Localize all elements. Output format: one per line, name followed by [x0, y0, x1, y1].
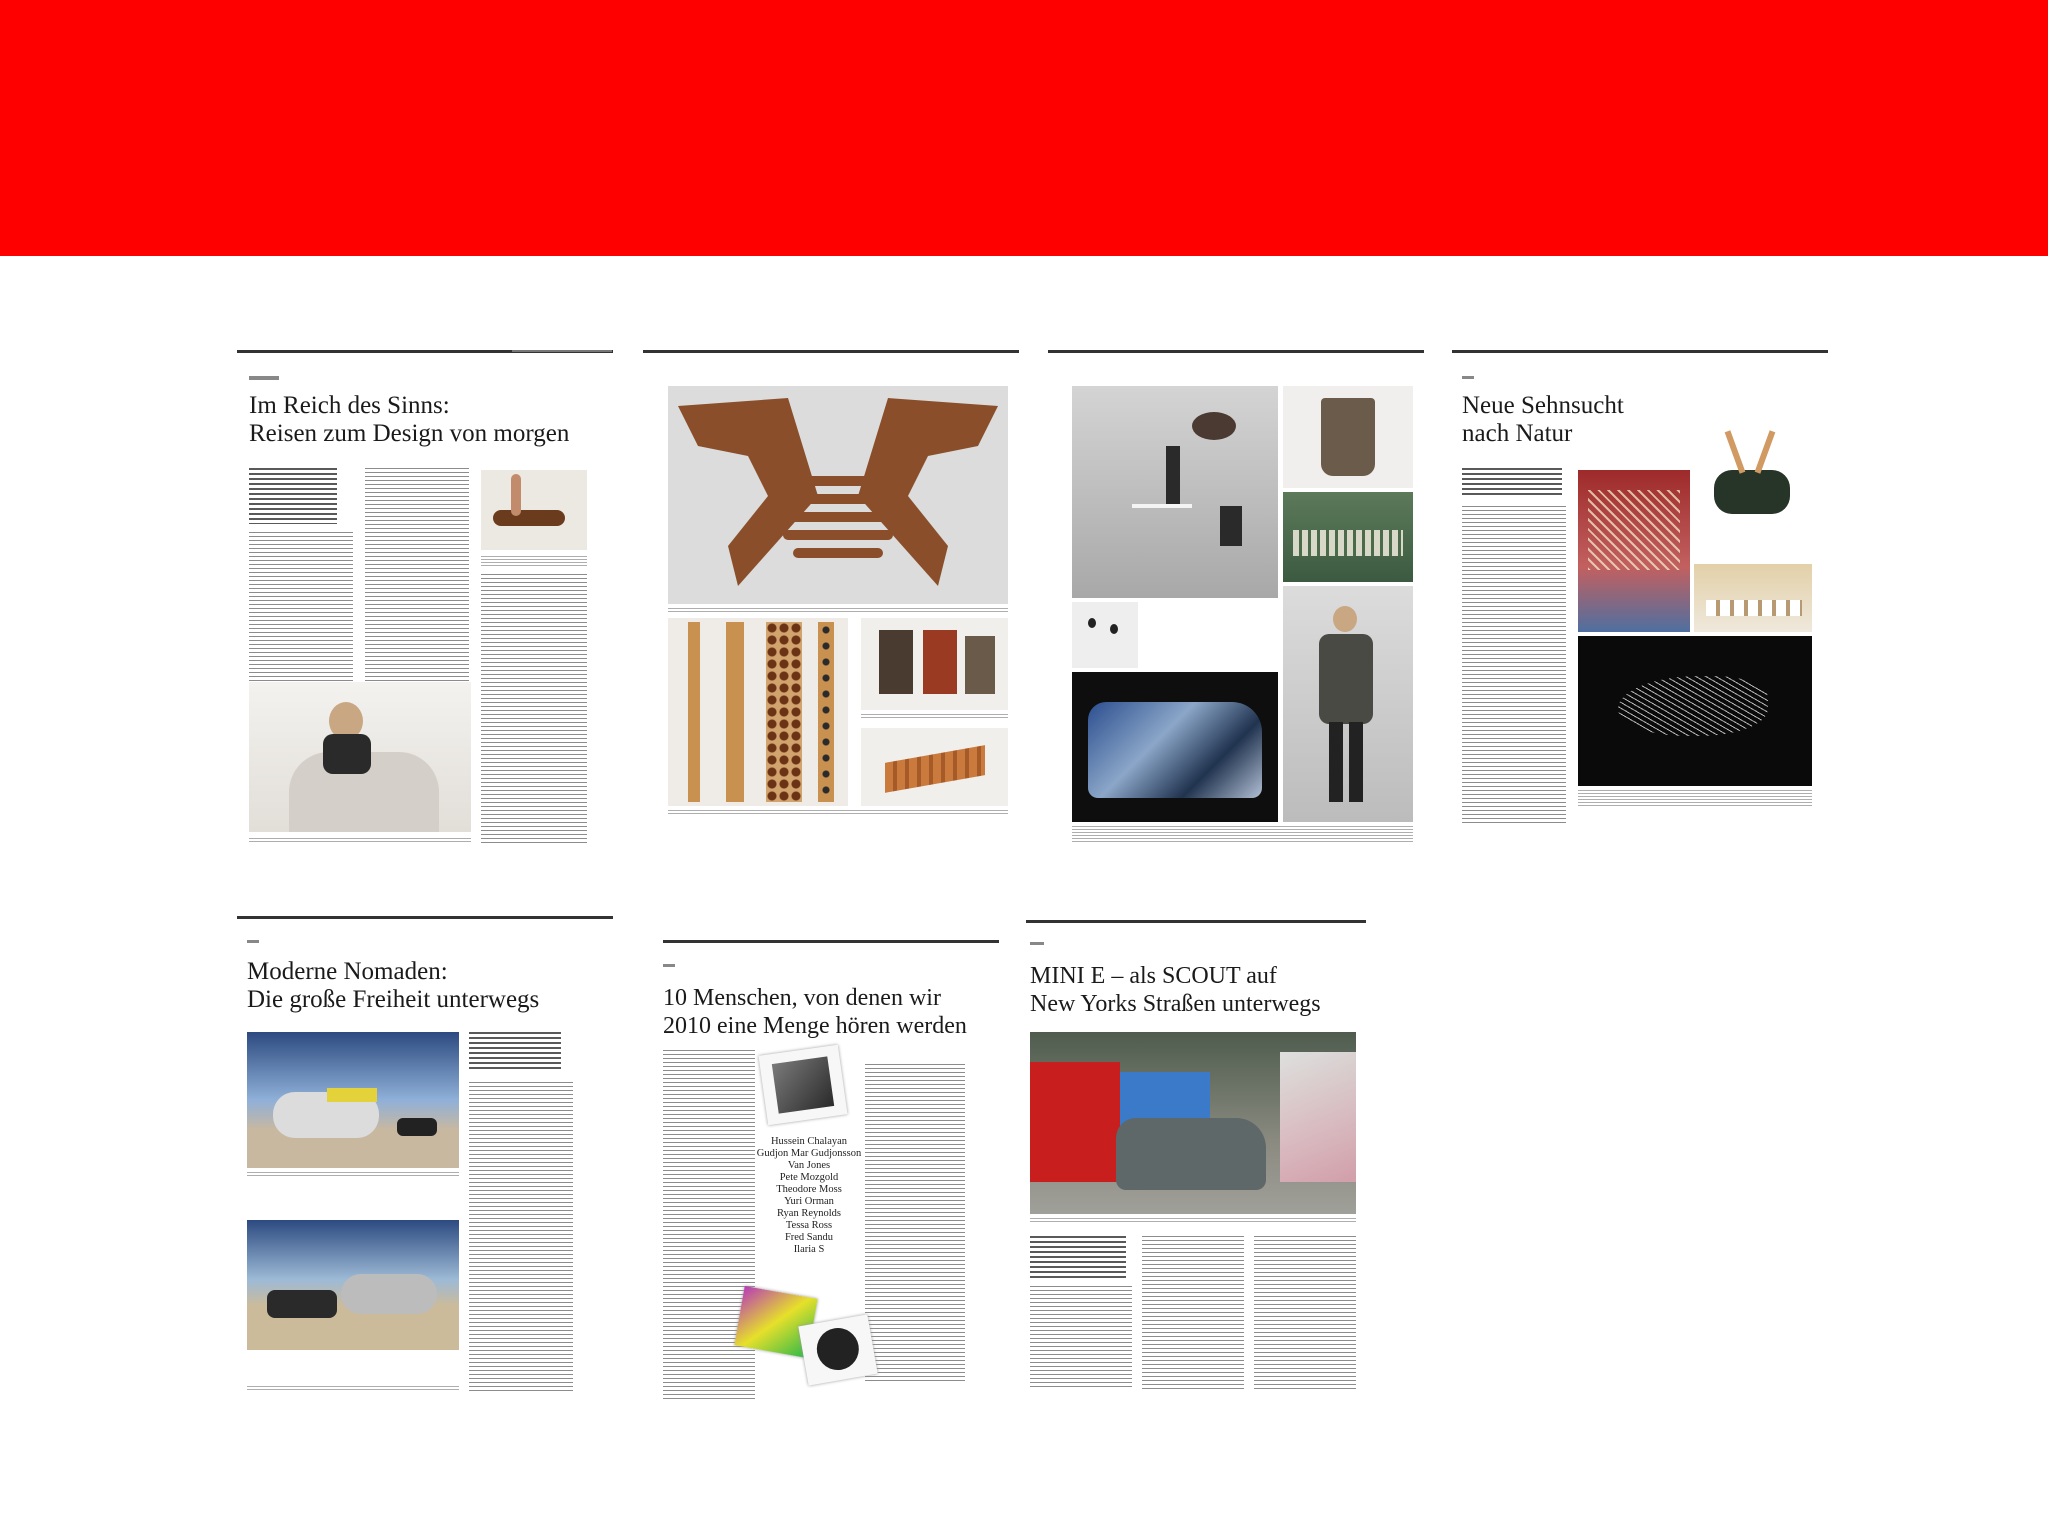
headline-line: nach Natur [1462, 420, 1573, 447]
mini-in-new-york-photo [1030, 1032, 1356, 1214]
chandelier-photo [1578, 470, 1690, 632]
photo-caption [1072, 826, 1413, 844]
photo-caption [668, 810, 1008, 816]
person-name: Fred Sandu [784, 1232, 834, 1243]
article-headline [247, 958, 539, 1014]
magazine-page-1 [237, 350, 613, 860]
photo-caption [1030, 1218, 1356, 1224]
headline-line: 2010 eine Menge hören werden [663, 1013, 967, 1039]
model-photo [1283, 586, 1413, 822]
magazine-page-2 [643, 350, 1019, 860]
wood-object-photo [481, 470, 587, 550]
wall-hooks-photo [1072, 602, 1138, 668]
headline-line: Neue Sehnsucht [1462, 392, 1624, 419]
wooden-poles-photo [668, 618, 848, 806]
text-column [865, 1064, 965, 1384]
wood-chair-parts-photo [668, 386, 1008, 604]
person-name: Ryan Reynolds [776, 1208, 842, 1219]
studio-photo [1072, 386, 1278, 598]
text-column [1254, 1236, 1356, 1390]
lead-paragraph [1462, 468, 1562, 498]
photo-caption [1578, 790, 1812, 808]
text-column [1030, 1286, 1132, 1390]
green-building-photo [1283, 492, 1413, 582]
magazine-page-3 [1048, 350, 1424, 860]
photo-caption [247, 1386, 459, 1392]
red-banner [0, 0, 2048, 256]
photo-caption [668, 608, 1008, 614]
page-rule [643, 350, 1019, 353]
knitting-woman-photo [249, 682, 471, 832]
magazine-page-7 [1026, 920, 1366, 1400]
text-column [469, 1082, 573, 1394]
page-rule [1026, 920, 1366, 923]
person-name: Theodore Moss [776, 1184, 842, 1195]
article-headline [249, 392, 569, 448]
headline-line: New Yorks Straßen unterwegs [1030, 991, 1321, 1017]
lead-paragraph [249, 468, 337, 524]
kicker [249, 376, 279, 380]
header-rule [512, 350, 612, 352]
headline-line: Die große Freiheit unterwegs [247, 986, 540, 1013]
blue-rock-sofa-photo [1072, 672, 1278, 822]
person-name: Van Jones [787, 1160, 831, 1171]
page-rule [1452, 350, 1828, 353]
antler-stool-photo [1702, 420, 1812, 520]
person-name: Gudjon Mar Gudjonsson [756, 1148, 862, 1159]
page-rule [1048, 350, 1424, 353]
page-rule [663, 940, 999, 943]
person-name: Hussein Chalayan [770, 1136, 848, 1147]
article-headline [1462, 392, 1624, 448]
lead-paragraph [469, 1032, 561, 1072]
person-name: Tessa Ross [785, 1220, 833, 1231]
photo-caption [861, 714, 1008, 720]
kicker [1030, 942, 1044, 945]
person-name: Pete Mozgold [779, 1172, 839, 1183]
photo-caption [249, 838, 471, 844]
photo-caption [481, 556, 587, 568]
person-name: Yuri Orman [784, 1196, 834, 1207]
article-headline [663, 984, 967, 1040]
headline-line: Im Reich des Sinns: [249, 392, 450, 419]
magazine-page-4 [1452, 350, 1828, 860]
light-sculpture-photo [1578, 636, 1812, 786]
trailer-photo-1 [247, 1032, 459, 1168]
kicker [247, 940, 259, 943]
trailer-photo-2 [247, 1220, 459, 1350]
lounger-photo [861, 728, 1008, 806]
headline-line: MINI E – als SCOUT auf [1030, 963, 1277, 989]
text-column [1462, 506, 1566, 826]
text-column [1142, 1236, 1244, 1390]
names-list [739, 1136, 879, 1256]
photo-caption [247, 1172, 459, 1178]
page-rule [237, 916, 613, 919]
headline-line: Reisen zum Design von morgen [249, 420, 570, 447]
restaurant-photo [1694, 564, 1812, 632]
person-name: Ilaria S [793, 1244, 825, 1255]
lead-paragraph [1030, 1236, 1126, 1280]
text-column [481, 574, 587, 844]
article-headline [1030, 962, 1321, 1018]
magazine-page-5 [237, 916, 613, 1436]
headline-line: 10 Menschen, von denen wir [663, 985, 941, 1011]
kicker [1462, 376, 1474, 379]
text-column [249, 532, 353, 682]
portrait-photo [759, 1045, 848, 1125]
text-column [365, 468, 469, 682]
headline-line: Moderne Nomaden: [247, 958, 448, 985]
round-portrait-photo [798, 1314, 877, 1385]
chairs-photo [861, 618, 1008, 710]
kicker [663, 964, 675, 967]
magazine-page-6 [643, 940, 1019, 1420]
wood-parts-svg [668, 386, 1008, 604]
leather-shorts-photo [1283, 386, 1413, 488]
